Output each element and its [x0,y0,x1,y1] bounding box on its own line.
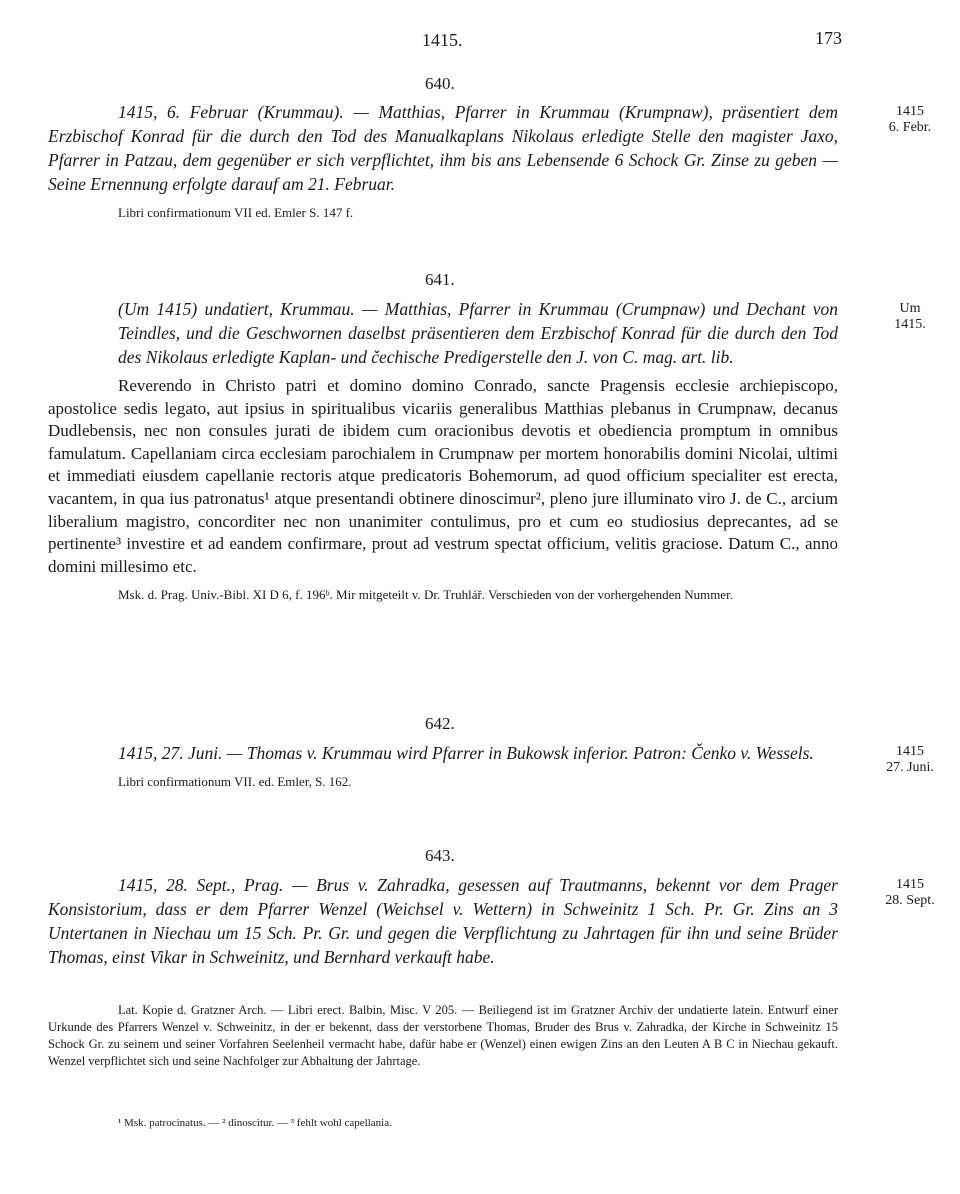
entry-642-source: Libri confirmationum VII. ed. Emler, S. 162. [118,774,352,789]
margin-date-642-day: 27. Juni. [886,760,934,775]
entry-640-source: Libri confirmationum VII ed. Emler S. 147 f. [118,205,354,220]
footnotes: ¹ Msk. patrocinatus. — ² dinoscitur. — ³ fehlt wohl capellania. [118,1117,392,1129]
page-number: 173 [815,28,842,48]
margin-date-640-day: 6. Febr. [888,120,932,135]
margin-date-640-year: 1415 [896,104,924,119]
margin-date-642 [866,744,954,776]
margin-date-641-circa: Um [899,301,921,316]
entry-641-source: Msk. d. Prag. Univ.-Bibl. XI D 6, f. 196ᵇ. Mir mitgeteilt v. Dr. Truhlář. Verschieden von der vorhergehenden Nummer. [118,587,733,603]
entry-number-641: 641. [425,270,455,289]
margin-date-643 [866,877,954,909]
margin-date-643-year: 1415 [896,877,924,892]
entry-641-heading: (Um 1415) undatiert, Krummau. — Matthias, Pfarrer in Krummau (Crumpnaw) und Dechant von Teindles, und die Geschwornen daselbst präsentieren dem Erzbischof Konrad für die durch den Tod des Nikolaus erledigte Kaplan- und čechische Predigerstelle den J. von C. mag. art. lib. [118,299,838,367]
margin-date-641-year: 1415. [894,317,926,332]
entry-642 [48,741,838,791]
entry-number-640: 640. [425,74,455,93]
entry-640 [48,100,838,222]
entry-643-heading: 1415, 28. Sept., Prag. — Brus v. Zahradka, gesessen auf Trautmanns, bekennt vor dem Prager Konsistorium, dass er dem Pfarrer Wenzel (Weichsel v. Wettern) in Schweinitz 1 Sch. Pr. Gr. Zins an 3 Untertanen in Niechau um 15 Sch. Pr. Gr. und gegen die Verpflichtung zu Jahrtagen für ihn und seine Brüder Thomas, einst Vikar in Schweinitz, und Bernhard verkauft habe. [48,875,838,967]
entry-643 [48,873,838,969]
entry-number-643: 643. [425,846,455,865]
margin-date-643-day: 28. Sept. [885,893,935,908]
margin-date-642-year: 1415 [896,744,924,759]
entry-640-date: 1415, 6. Februar (Krummau). [118,102,344,122]
entry-642-heading: 1415, 27. Juni. — Thomas v. Krummau wird Pfarrer in Bukowsk inferior. Patron: Čenko v. Wessels. [118,743,814,763]
running-header-year: 1415. [422,30,463,50]
entry-640-text: — Matthias, Pfarrer in Krummau (Krumpnaw), präsentiert dem Erzbischof Konrad für die durch den Tod des Manualkaplans Nikolaus erledigte Stelle den magister Jaxo, Pfarrer in Patzau, dem gegenüber er sich verpflichtet, ihm bis ans Lebensende 6 Schock Gr. Zinse zu geben — Seine Ernennung erfolgte darauf am 21. Februar. [48,102,838,194]
entry-number-642: 642. [425,714,455,733]
margin-date-640 [866,104,954,136]
margin-date-641 [866,301,954,333]
entry-641 [48,297,838,604]
entry-640-heading [48,100,838,196]
entry-641-body: Reverendo in Christo patri et domino domino Conrado, sancte Pragensis ecclesie archiepiscopo, apostolice sedis legato, aut ipsius in spiritualibus vicariis generalibus Matthias plebanus in Crumpnaw, decanus Dudlebensis, nec non consules jurati de ibidem cum oracionibus devotis et obediencia promptum in omnibus famulatum. Capellaniam circa ecclesiam parochialem in Crumpnaw per mortem honorabilis domini Nicolai, ultimi et immediati eiusdem capellanie rectoris atque predicatoris Bohemorum, ad quod officium specialiter est erecta, vacantem, in qua ius patronatus¹ atque presentandi obtinere dinoscimur², pleno jure illuminato viro J. de C., arcium liberalium magistro, concorditer nec non unanimiter contulimus, pro et cum eo studiosius deprecantes, ad se pertinente³ investire et ad eandem confirmare, prout ad vestrum spectat officium, velitis graciose. Datum C., anno domini millesimo etc. [48,376,838,576]
entry-643-source: Lat. Kopie d. Gratzner Arch. — Libri erect. Balbin, Misc. V 205. — Beiliegend ist im Gratzner Archiv der undatierte latein. Entwurf einer Urkunde des Pfarrers Wenzel v. Schweinitz, in der er bekennt, dass der verstorbene Thomas, Bruder des Brus v. Zahradka, der Kirche in Schweinitz 15 Schock Gr. zu seinem und seiner Vorfahren Seelenheil vermacht habe, dafür habe er (Wenzel) einen ewigen Zins an den Leuten A B C in Niechau gekauft. Wenzel verpflichtet sich und seine Nachfolger zur Abhaltung der Jahrtage. [48,1003,838,1068]
